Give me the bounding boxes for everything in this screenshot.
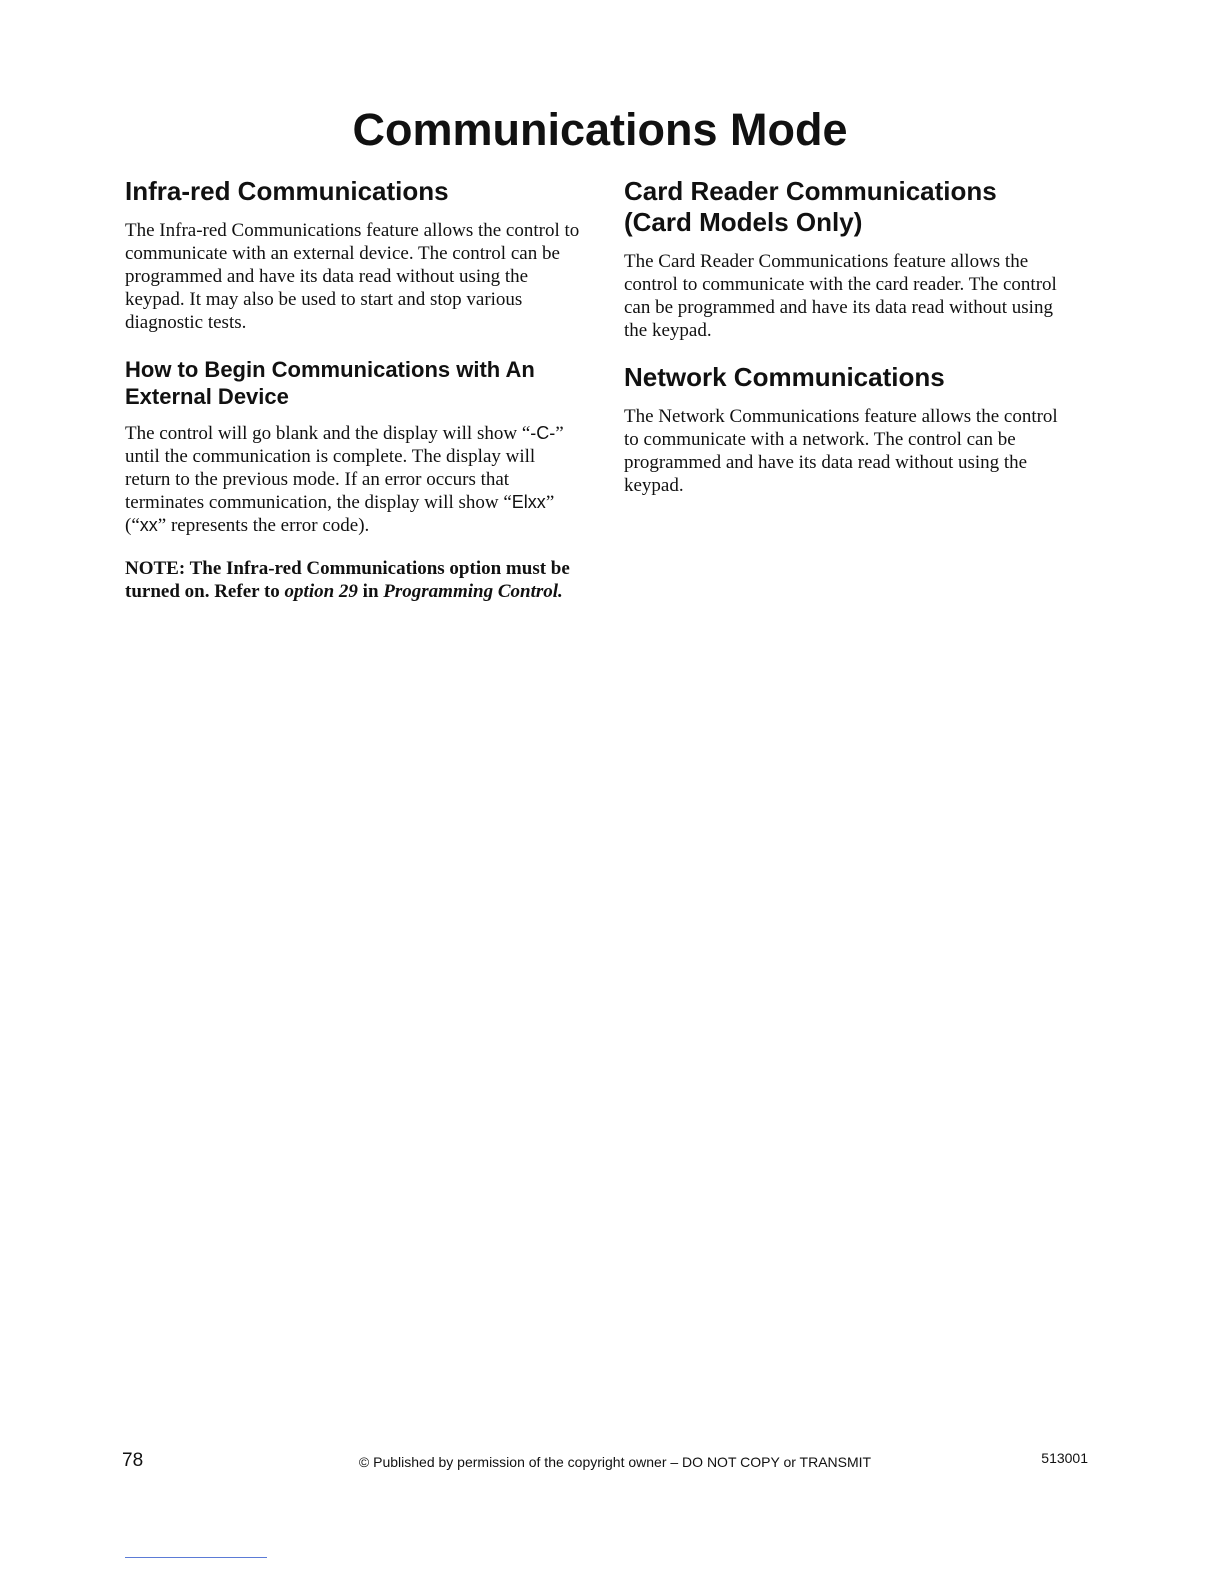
bottom-divider — [125, 1557, 267, 1558]
infrared-paragraph: The Infra-red Communications feature allows the control to communicate with an external device. The control can be programmed and have its data read without using the keypad. It may also be used to start and stop various diagnostic tests. — [125, 220, 580, 333]
card-reader-heading-line1: Card Reader Communications — [624, 176, 997, 206]
card-reader-heading — [624, 176, 1074, 238]
note-prefix: NOTE: The Infra-red Communications option must be turned on. Refer to — [125, 558, 570, 602]
infrared-heading: Infra-red Communications — [125, 176, 449, 206]
left-column — [125, 176, 580, 603]
begin-communications-paragraph — [125, 422, 580, 537]
note-paragraph — [125, 557, 580, 603]
page-title: Communications Mode — [352, 104, 848, 155]
copyright-notice: © Published by permission of the copyright owner – DO NOT COPY or TRANSMIT — [358, 1454, 872, 1470]
note-mid: in — [357, 581, 384, 602]
right-column — [624, 176, 1074, 511]
display-code-error: Elxx — [511, 492, 546, 512]
display-code-c: -C- — [530, 423, 556, 443]
network-paragraph: The Network Communications feature allows the control to communicate with a network. The control can be programmed and have its data read without using the keypad. — [624, 406, 1058, 496]
begin-text-3: ” (“ — [125, 492, 555, 536]
network-heading: Network Communications — [624, 362, 945, 392]
page-footer — [122, 1450, 1088, 1476]
begin-text-4: ” represents the error code). — [157, 515, 370, 536]
begin-communications-heading: How to Begin Communications with An External Device — [125, 357, 535, 409]
display-code-xx: xx — [139, 515, 158, 535]
begin-text-2: ” until the communication is complete. The display will return to the previous mode. If an error occurs that terminates communication, the display will show “ — [125, 423, 564, 513]
note-option-reference: option 29 — [284, 581, 358, 602]
document-number: 513001 — [1041, 1450, 1088, 1466]
note-programming-reference: Programming Control. — [383, 581, 563, 602]
card-reader-paragraph: The Card Reader Communications feature allows the control to communicate with the card reader. The control can be programmed and have its data read without using the keypad. — [624, 251, 1057, 341]
page-number: 78 — [122, 1450, 144, 1471]
card-reader-heading-line2: (Card Models Only) — [624, 207, 863, 237]
begin-text-1: The control will go blank and the display will show “ — [125, 423, 531, 444]
